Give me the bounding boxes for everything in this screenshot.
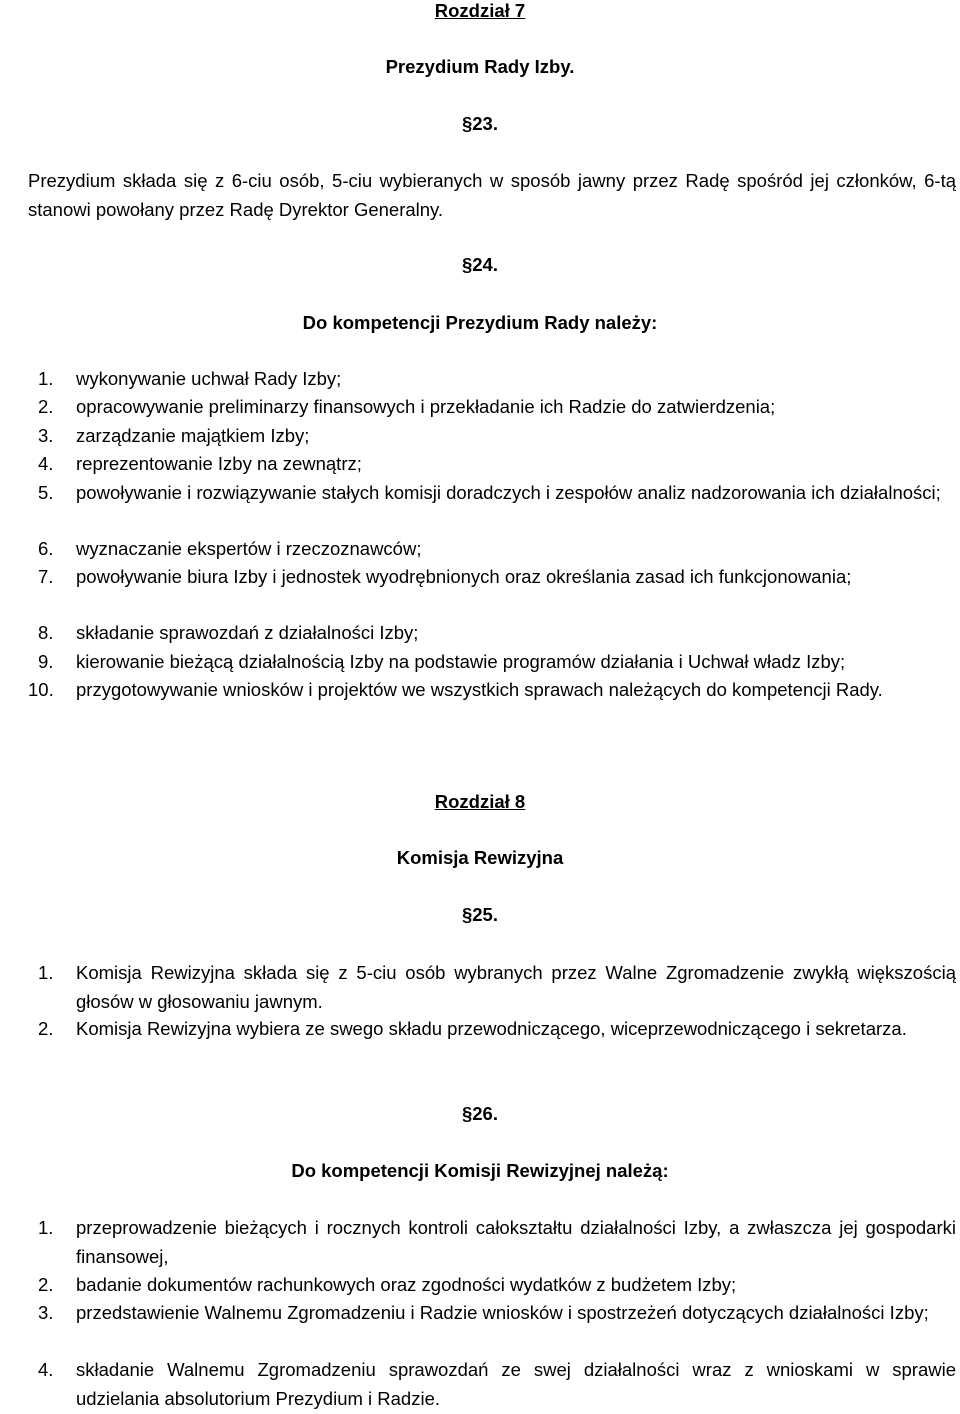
list-text: przeprowadzenie bieżących i rocznych kontroli całokształtu działalności Izby, a zwłaszcza jej gospodarki finansowej, — [76, 1217, 956, 1267]
list-item — [38, 959, 956, 1016]
chapter-title: Prezydium Rady Izby. — [385, 56, 575, 77]
list-text: opracowywanie preliminarzy finansowych i przekładanie ich Radzie do zatwierdzenia; — [76, 396, 776, 417]
section-intro: Do kompetencji Komisji Rewizyjnej należą: — [291, 1160, 669, 1181]
list-text: przedstawienie Walnemu Zgromadzeniu i Radzie wniosków i spostrzeżeń dotyczących działalności Izby; — [76, 1302, 929, 1323]
section-symbol: §24. — [461, 254, 498, 275]
section-symbol: §26. — [461, 1103, 498, 1124]
list-item — [38, 535, 956, 564]
list-number: 3. — [38, 425, 54, 446]
list-item — [38, 1271, 956, 1300]
list-number: 6. — [38, 538, 54, 559]
list-item — [38, 1015, 956, 1044]
list-number: 4. — [38, 453, 54, 474]
list-item — [38, 450, 956, 479]
chapter-heading: Rozdział 8 — [434, 791, 526, 812]
list-number: 2. — [38, 396, 54, 417]
list-number: 1. — [38, 368, 54, 389]
chapter-heading: Rozdział 7 — [434, 0, 526, 21]
list-text: powoływanie i rozwiązywanie stałych komisji doradczych i zespołów analiz nadzorowania ich działalności; — [76, 482, 941, 503]
list-text: wyznaczanie ekspertów i rzeczoznawców; — [76, 538, 422, 559]
list-text: powoływanie biura Izby i jednostek wyodrębnionych oraz określania zasad ich funkcjonowania; — [76, 566, 852, 587]
list-item — [28, 676, 956, 705]
list-number: 7. — [38, 566, 54, 587]
list-item — [38, 393, 956, 422]
list-text: zarządzanie majątkiem Izby; — [76, 425, 310, 446]
list-number: 2. — [38, 1274, 54, 1295]
section-symbol: §25. — [461, 904, 498, 925]
list-text: reprezentowanie Izby na zewnątrz; — [76, 453, 362, 474]
list-number: 4. — [38, 1359, 54, 1380]
list-number: 10. — [28, 679, 54, 700]
list-number: 5. — [38, 482, 54, 503]
section-symbol: §23. — [461, 113, 498, 134]
list-text: składanie sprawozdań z działalności Izby; — [76, 622, 419, 643]
list-item — [38, 422, 956, 451]
list-text: Komisja Rewizyjna wybiera ze swego składu przewodniczącego, wiceprzewodniczącego i sekretarza. — [76, 1018, 907, 1039]
list-text: Komisja Rewizyjna składa się z 5-ciu osób wybranych przez Walne Zgromadzenie zwykłą większością głosów w głosowaniu jawnym. — [76, 962, 956, 1012]
list-item — [38, 563, 956, 592]
list-number: 1. — [38, 1217, 54, 1238]
chapter-title: Komisja Rewizyjna — [396, 847, 564, 868]
list-text: przygotowywanie wniosków i projektów we wszystkich sprawach należących do kompetencji Rady. — [76, 679, 883, 700]
list-text: kierowanie bieżącą działalnością Izby na podstawie programów działania i Uchwał władz Izby; — [76, 651, 846, 672]
section-intro: Do kompetencji Prezydium Rady należy: — [302, 312, 658, 333]
list-item — [38, 479, 956, 508]
list-text: składanie Walnemu Zgromadzeniu sprawozdań ze swej działalności wraz z wnioskami w sprawie udzielania absolutorium Prezydium i Radzie. — [76, 1359, 956, 1409]
list-number: 2. — [38, 1018, 54, 1039]
list-number: 1. — [38, 962, 54, 983]
list-item — [38, 1356, 956, 1413]
list-number: 9. — [38, 651, 54, 672]
list-item — [38, 619, 956, 648]
list-number: 8. — [38, 622, 54, 643]
list-text: wykonywanie uchwał Rady Izby; — [76, 368, 342, 389]
list-item — [38, 648, 956, 677]
list-number: 3. — [38, 1302, 54, 1323]
list-item — [38, 1214, 956, 1271]
list-item — [38, 1299, 956, 1328]
paragraph-text: Prezydium składa się z 6-ciu osób, 5-ciu wybieranych w sposób jawny przez Radę spośród jej członków, 6-tą stanowi powołany przez Radę Dyrektor Generalny. — [28, 170, 956, 220]
list-item — [38, 365, 956, 394]
list-text: badanie dokumentów rachunkowych oraz zgodności wydatków z budżetem Izby; — [76, 1274, 737, 1295]
